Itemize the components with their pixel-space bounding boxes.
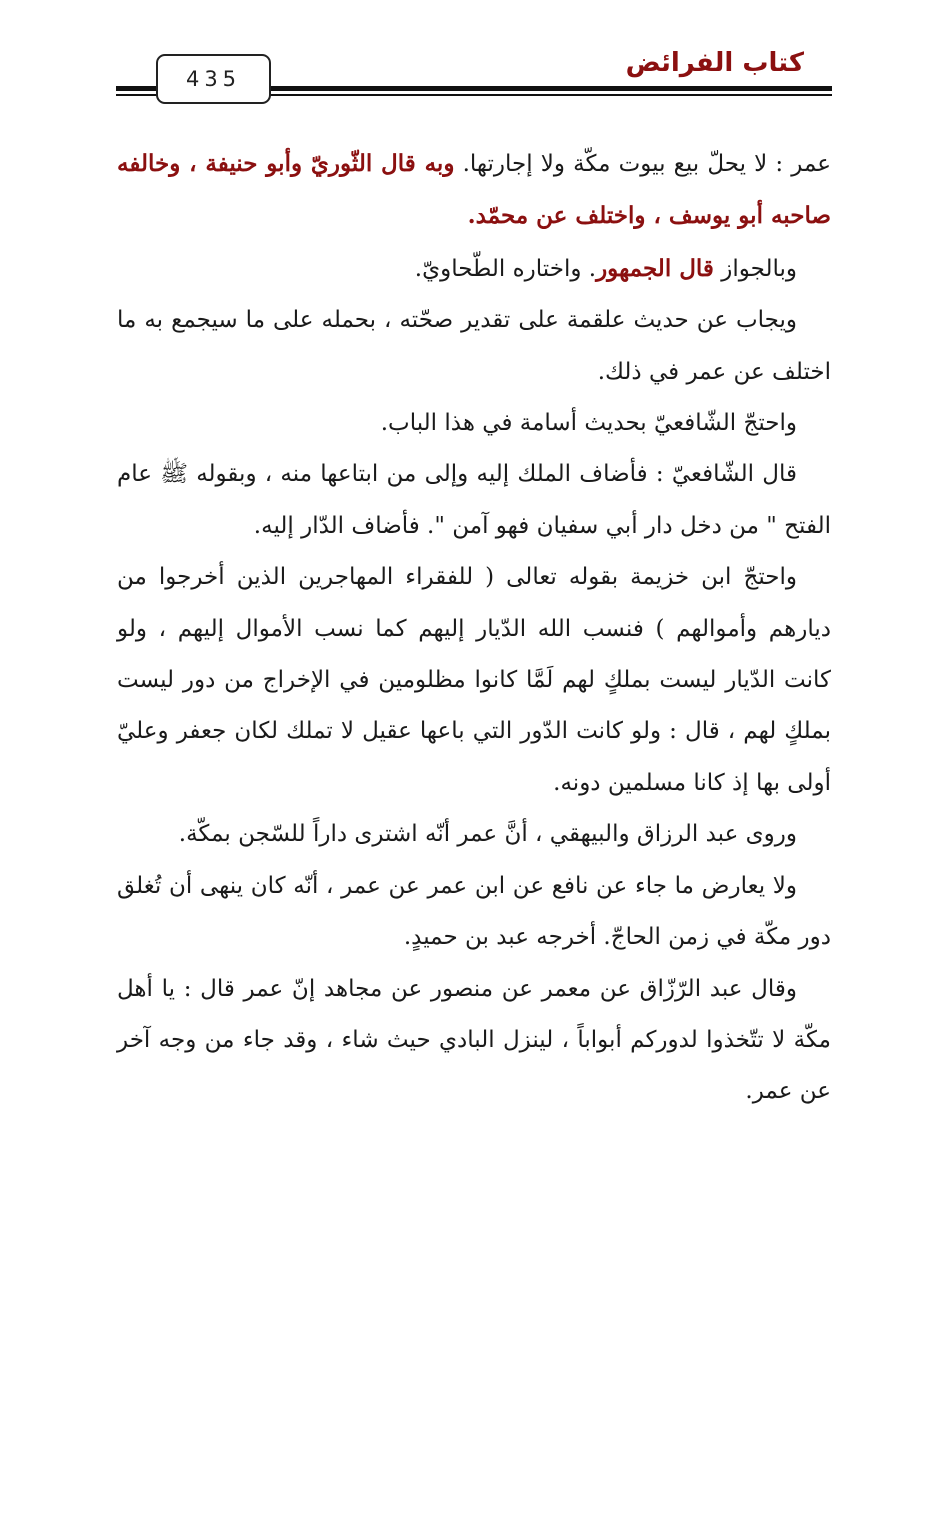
- body-text: واحتجّ ابن خزيمة بقوله تعالى ( للفقراء المهاجرين الذين أخرجوا من ديارهم وأموالهم ) فنسب الله الدّيار إليهم كما نسب الأموال إليهم ، ولو كانت الدّيار ليست بملكٍ لهم لَمَّا كانوا مظلومين في الإخراج من دور ليست بملكٍ لهم ، قال : ولو كانت الدّور التي باعها عقيل لا تملك لكان جعفر وعليّ أولى بها إذ كانا مسلمين دونه.: [117, 564, 831, 796]
- body-text: عمر : لا يحلّ بيع بيوت مكّة ولا إجارتها.: [454, 151, 831, 177]
- page-header: [116, 48, 832, 104]
- body-text: واحتجّ الشّافعيّ بحديث أسامة في هذا الباب.: [380, 410, 797, 437]
- body-text: . واختاره الطّحاويّ.: [414, 255, 597, 282]
- body-text: وبالجواز: [713, 255, 797, 282]
- body-text: قال الشّافعيّ : فأضاف الملك إليه وإلى من ابتاعها منه ، وبقوله ﷺ عام الفتح " من دخل دار أبي سفيان فهو آمن ". فأضاف الدّار إليه.: [117, 461, 831, 539]
- highlighted-text: قال الجمهور: [596, 254, 714, 282]
- paragraph: [117, 449, 831, 552]
- paragraph: [117, 861, 831, 964]
- body-text: ولا يعارض ما جاء عن نافع عن ابن عمر عن عمر ، أنّه كان ينهى أن تُغلق دور مكّة في زمن الحاجّ. أخرجه عبد بن حميدٍ.: [117, 872, 831, 951]
- body-text: ويجاب عن حديث علقمة على تقدير صحّته ، بحمله على ما سيجمع به ما اختلف عن عمر في ذلك.: [117, 307, 831, 385]
- paragraph: [117, 243, 831, 295]
- paragraph: [117, 552, 831, 809]
- highlighted-text: وبه قال الثّوريّ وأبو حنيفة ، وخالفه صاحبه أبو يوسف ، واختلف عن محمّد.: [117, 150, 831, 230]
- page-number: 435: [156, 54, 271, 104]
- body-text: وروى عبد الرزاق والبيهقي ، أنَّ عمر أنّه اشترى داراً للسّجن بمكّة.: [178, 821, 797, 848]
- paragraph: [117, 138, 831, 243]
- page-body: [117, 138, 831, 1118]
- paragraph: [117, 809, 831, 860]
- body-text: وقال عبد الرّزّاق عن معمر عن منصور عن مجاهد إنّ عمر قال : يا أهل مكّة لا تتّخذوا لدوركم أبواباً ، لينزل البادي حيث شاء ، وقد جاء من وجه آخر عن عمر.: [117, 975, 831, 1105]
- book-title: كتاب الفرائض: [620, 48, 810, 78]
- paragraph: [117, 398, 831, 449]
- paragraph: [117, 964, 831, 1118]
- paragraph: [117, 295, 831, 398]
